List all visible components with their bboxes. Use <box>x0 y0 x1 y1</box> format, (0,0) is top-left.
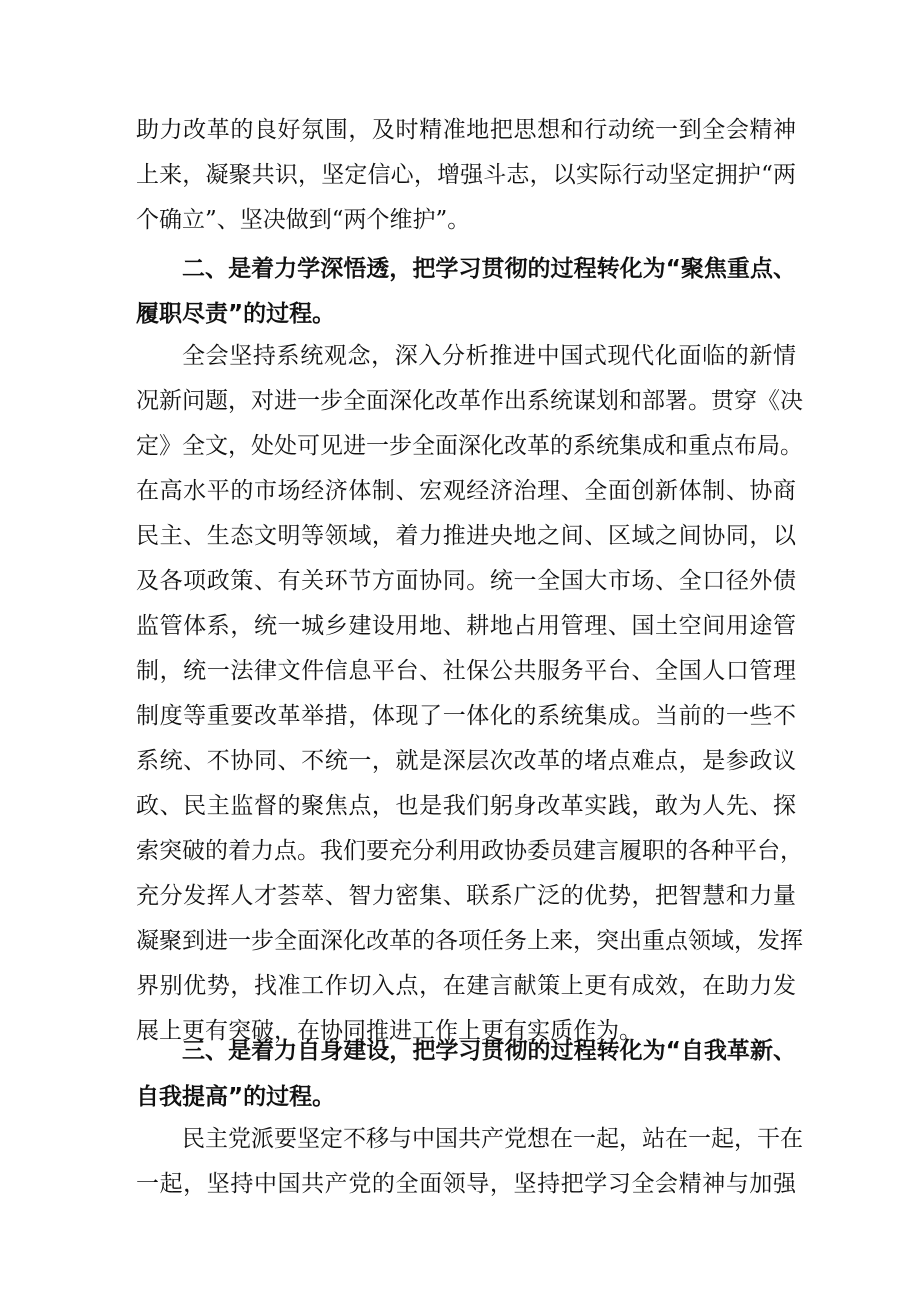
paragraph-line: 索突破的着力点。我们要充分利用政协委员建言履职的各种平台， <box>136 838 803 864</box>
heading-line: 自我提高”的过程。 <box>136 1084 336 1110</box>
paragraph-line: 况新问题，对进一步全面深化改革作出系统谋划和部署。贯穿《决 <box>136 388 803 414</box>
paragraph-line: 监管体系，统一城乡建设用地、耕地占用管理、国土空间用途管 <box>136 613 796 639</box>
paragraph-line: 展上更有突破，在协同推进工作上更有实质作为。 <box>136 1018 642 1044</box>
paragraph-line: 定》全文，处处可见进一步全面深化改革的系统集成和重点布局。 <box>136 433 803 459</box>
paragraph-line: 及各项政策、有关环节方面协同。统一全国大市场、全口径外债 <box>136 568 796 594</box>
heading-line: 三、是着力自身建设，把学习贯彻的过程转化为“自我革新、 <box>182 1038 796 1064</box>
heading-line: 二、是着力学深悟透，把学习贯彻的过程转化为“聚焦重点、 <box>182 256 796 282</box>
paragraph-line: 上来，凝聚共识，坚定信心，增强斗志，以实际行动坚定拥护“两 <box>136 162 796 188</box>
paragraph-line: 界别优势，找准工作切入点，在建言献策上更有成效，在助力发 <box>136 973 796 999</box>
paragraph-line: 制，统一法律文件信息平台、社保公共服务平台、全国人口管理 <box>136 658 796 684</box>
paragraph-line: 民主党派要坚定不移与中国共产党想在一起，站在一起，干在 <box>182 1126 803 1152</box>
paragraph-line: 凝聚到进一步全面深化改革的各项任务上来，突出重点领域，发挥 <box>136 928 803 954</box>
paragraph-line: 系统、不协同、不统一，就是深层次改革的堵点难点，是参政议 <box>136 748 796 774</box>
paragraph-line: 在高水平的市场经济体制、宏观经济治理、全面创新体制、协商 <box>136 478 796 504</box>
paragraph-line: 个确立”、坚决做到“两个维护”。 <box>136 207 471 233</box>
paragraph-line: 一起，坚持中国共产党的全面领导，坚持把学习全会精神与加强 <box>136 1171 796 1197</box>
heading-line: 履职尽责”的过程。 <box>136 301 336 327</box>
paragraph-line: 制度等重要改革举措，体现了一体化的系统集成。当前的一些不 <box>136 703 796 729</box>
paragraph-line: 助力改革的良好氛围，及时精准地把思想和行动统一到全会精神 <box>136 117 796 143</box>
paragraph-line: 充分发挥人才荟萃、智力密集、联系广泛的优势，把智慧和力量 <box>136 883 796 909</box>
paragraph-line: 全会坚持系统观念，深入分析推进中国式现代化面临的新情 <box>182 343 796 369</box>
paragraph-line: 政、民主监督的聚焦点，也是我们躬身改革实践，敢为人先、探 <box>136 793 796 819</box>
paragraph-line: 民主、生态文明等领域，着力推进央地之间、区域之间协同，以 <box>136 523 796 549</box>
